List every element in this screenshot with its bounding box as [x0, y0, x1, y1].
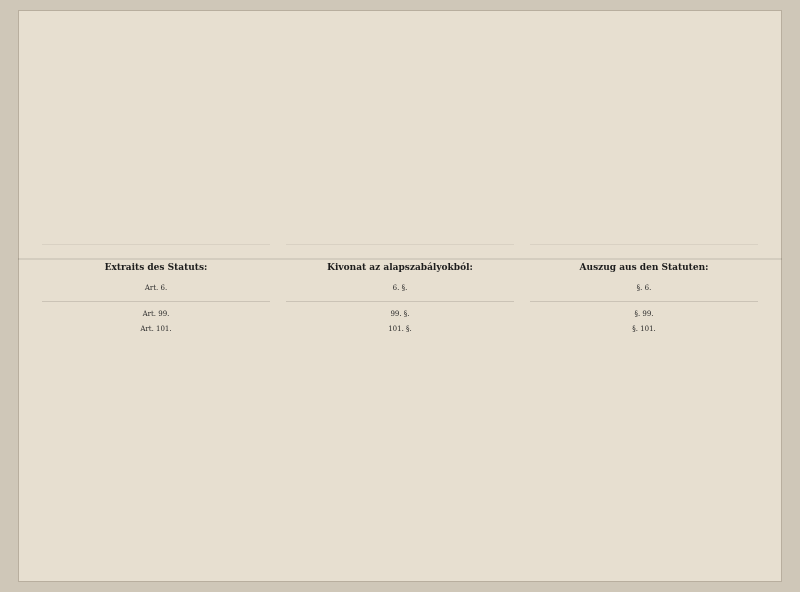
article-label: Art. 6. — [144, 284, 168, 292]
article-label: 6. §. — [392, 284, 408, 292]
section-divider — [42, 301, 270, 302]
article-label: 101. §. — [388, 325, 412, 334]
column-heading: Kivonat az alapszabályokból: — [327, 263, 473, 273]
article-label: §. 101. — [632, 325, 656, 334]
column-hungarian — [286, 28, 514, 560]
article-label: 99. §. — [390, 310, 410, 318]
article-label: §. 99. — [634, 310, 654, 318]
column-german — [530, 28, 758, 560]
article-label: Art. 101. — [140, 325, 172, 334]
section-divider — [530, 301, 758, 302]
article-label: §. 6. — [636, 284, 652, 292]
document-sheet — [18, 10, 782, 582]
top-text-german — [530, 34, 758, 245]
article-label: Art. 99. — [142, 310, 170, 318]
section-divider — [286, 301, 514, 302]
top-text-hungarian — [286, 34, 514, 245]
column-heading: Auszug aus den Statuten: — [579, 263, 709, 273]
column-heading: Extraits des Statuts: — [104, 263, 208, 273]
column-french — [42, 28, 270, 560]
top-text-french — [42, 34, 270, 245]
